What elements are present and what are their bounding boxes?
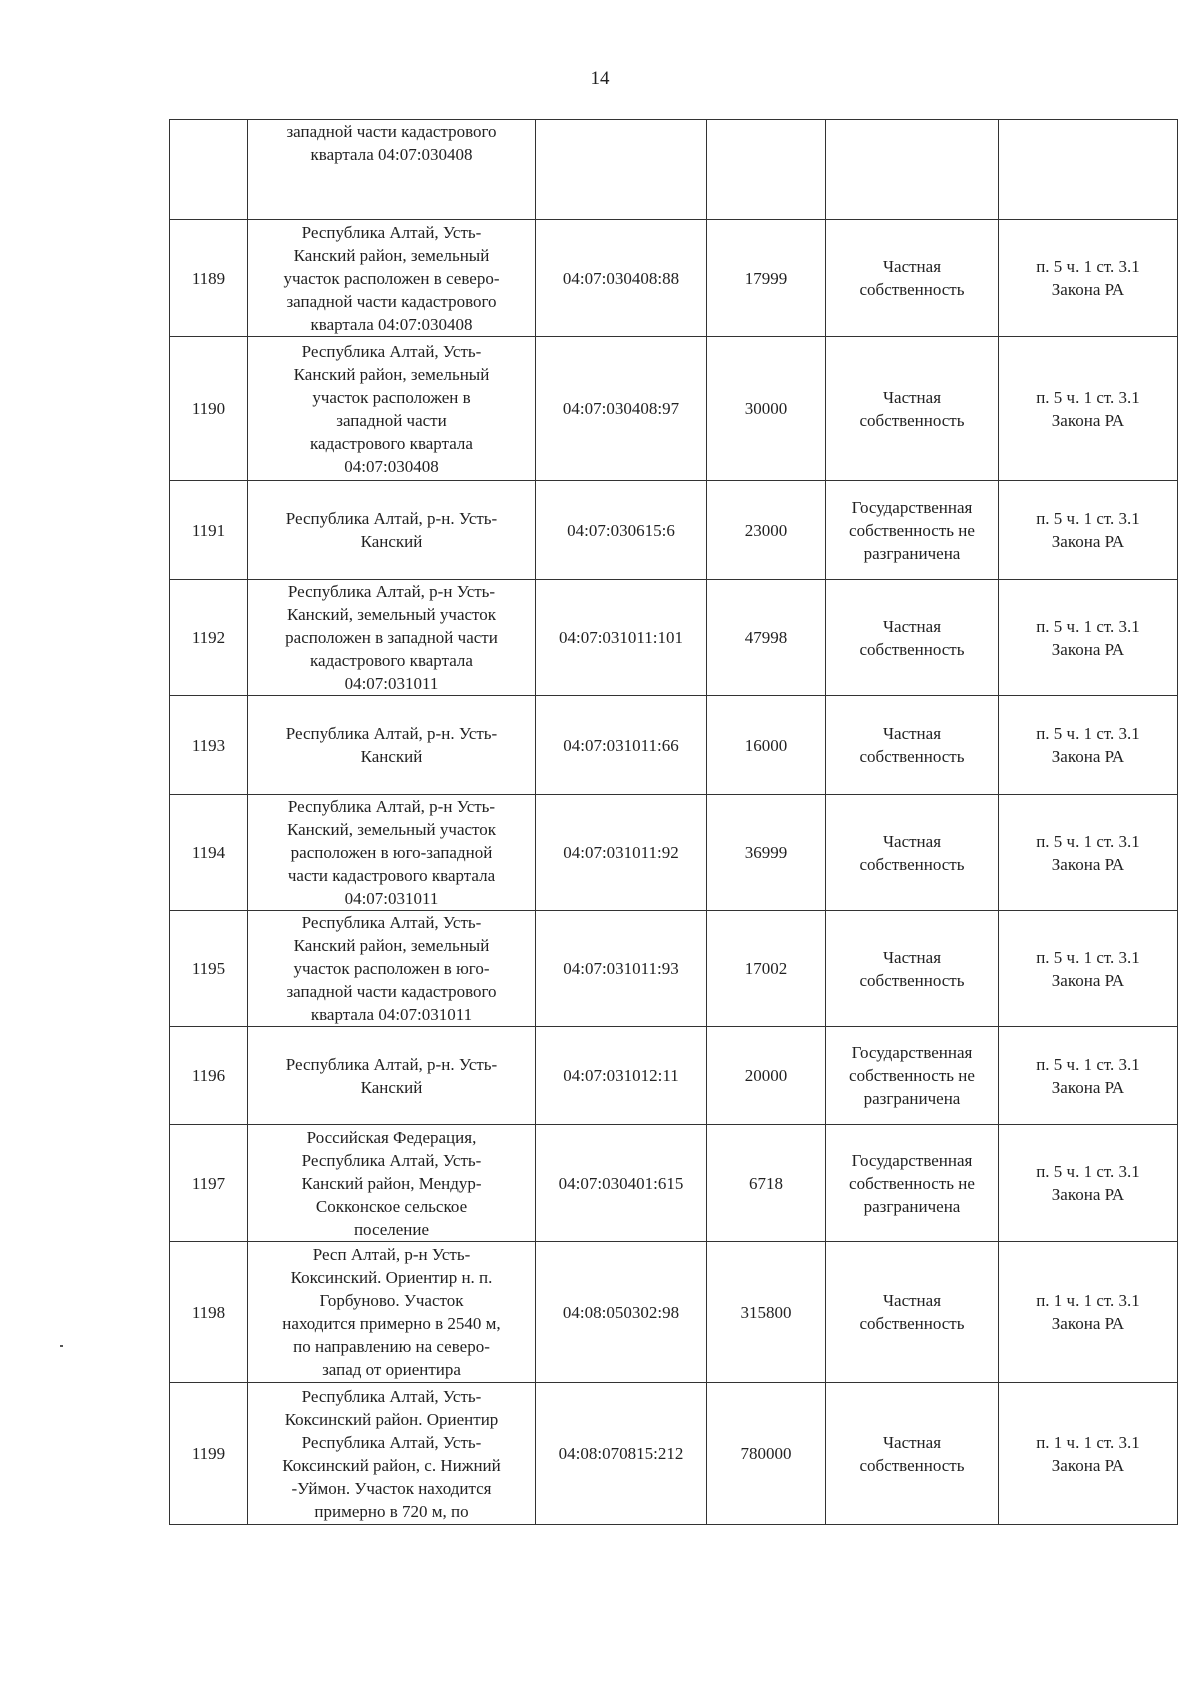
address-cell [248,337,536,481]
address-cell [248,580,536,696]
row-number [170,696,248,795]
row-number [170,1242,248,1383]
legal-basis-text: п. 1 ч. 1 ст. 3.1 Закона РА [1036,1291,1140,1333]
row-number-text: 1195 [191,959,226,978]
cadastral-number-text: 04:07:031011:101 [558,628,684,647]
cadastral-number-text: 04:07:031011:66 [563,735,679,755]
legal-basis-text: п. 5 ч. 1 ст. 3.1 Закона РА [1036,947,1140,990]
area-value-text: 6718 [749,1173,783,1193]
area-value [707,911,826,1027]
ownership-type [826,795,999,911]
legal-basis-text: п. 5 ч. 1 ст. 3.1 Закона РА [1036,1162,1140,1204]
ownership-type-text: Частная собственность [859,724,965,766]
table-row [170,1242,1178,1383]
legal-basis-text: п. 5 ч. 1 ст. 3.1 Закона РА [1036,387,1140,430]
row-number [170,220,248,337]
ownership-type [826,481,999,580]
cadastral-number [536,911,707,1027]
address-cell-text: Респ Алтай, р-н Усть- Коксинский. Ориентир н. п. Горбуново. Участок находится примерно в 2540 м, по направлению на северо- запад от ориентира [282,1245,501,1379]
ownership-type [826,696,999,795]
land-registry-table [169,119,1178,1525]
ownership-type [826,1027,999,1125]
ownership-type [826,220,999,337]
cadastral-number-text: 04:07:030408:97 [562,399,680,418]
cadastral-number [536,481,707,580]
cadastral-number [536,795,707,911]
address-cell-text: Республика Алтай, Усть- Канский район, земельный участок расположен в юго- западной части кадастрового квартала 04:07:031011 [286,913,497,1024]
row-number [170,1125,248,1242]
area-value [707,696,826,795]
ownership-type-text: Государственная собственность не разграничена [849,497,975,563]
row-number-text: 1191 [191,520,226,540]
row-number [170,337,248,481]
legal-basis-text: п. 5 ч. 1 ст. 3.1 Закона РА [1036,724,1140,766]
cadastral-number-text: 04:07:031012:11 [563,1066,679,1085]
cadastral-number [536,1242,707,1383]
row-number-text: 1198 [191,1302,226,1322]
row-number-text: 1193 [191,735,226,755]
legal-basis [999,337,1178,481]
legal-basis-text: п. 5 ч. 1 ст. 3.1 Закона РА [1036,1054,1140,1097]
cadastral-number-text: 04:08:070815:212 [558,1444,684,1463]
legal-basis [999,795,1178,911]
row-number-text: 1190 [191,399,226,418]
row-number [170,481,248,580]
row-number [170,795,248,911]
ownership-type-text: Частная собственность [859,831,965,874]
legal-basis-text: п. 1 ч. 1 ст. 3.1 Закона РА [1036,1432,1140,1475]
legal-basis-text: п. 5 ч. 1 ст. 3.1 Закона РА [1036,509,1140,551]
row-number-text: 1192 [191,628,226,647]
page-number: 14 [590,68,610,89]
address-cell-text: Республика Алтай, р-н Усть- Канский, земельный участок расположен в западной части кадастрового квартала 04:07:031011 [285,582,498,693]
cadastral-number [536,1125,707,1242]
ownership-type-text: Частная собственность [859,947,965,990]
legal-basis [999,696,1178,795]
cadastral-number [536,1383,707,1525]
area-value-text: 20000 [744,1066,788,1085]
area-value [707,795,826,911]
area-value-text: 16000 [744,735,788,755]
ownership-type-text: Частная собственность [859,257,965,299]
address-cell-text: Республика Алтай, р-н. Усть- Канский [285,509,498,551]
address-cell [248,911,536,1027]
table-row [170,795,1178,911]
row-number-text: 1189 [191,268,226,288]
row-number [170,911,248,1027]
cadastral-number-text: 04:07:030615:6 [567,520,675,540]
legal-basis [999,1027,1178,1125]
ownership-type [826,911,999,1027]
legal-basis [999,1242,1178,1383]
cadastral-number [536,696,707,795]
legal-basis-text: п. 5 ч. 1 ст. 3.1 Закона РА [1036,257,1140,299]
ownership-type-text: Частная собственность [859,387,965,430]
table-row [170,120,1178,220]
legal-basis [999,911,1178,1027]
ownership-type-text: Частная собственность [859,616,965,659]
area-value-text: 30000 [744,399,788,418]
legal-basis [999,120,1178,220]
ownership-type [826,1125,999,1242]
legal-basis-text: п. 5 ч. 1 ст. 3.1 Закона РА [1036,831,1140,874]
area-value [707,580,826,696]
ownership-type [826,1383,999,1525]
cadastral-number [536,1027,707,1125]
area-value [707,1125,826,1242]
table-row [170,1383,1178,1525]
legal-basis-text: п. 5 ч. 1 ст. 3.1 Закона РА [1036,616,1140,659]
address-cell [248,795,536,911]
cadastral-number [536,120,707,220]
address-cell-text: Республика Алтай, р-н. Усть- Канский [285,1054,498,1097]
legal-basis [999,1383,1178,1525]
ownership-type-text: Государственная собственность не разграничена [849,1150,975,1216]
legal-basis [999,481,1178,580]
address-cell [248,1242,536,1383]
cadastral-number [536,220,707,337]
address-cell [248,481,536,580]
area-value-text: 23000 [744,520,788,540]
table-row [170,481,1178,580]
ownership-type-text: Частная собственность [859,1432,965,1475]
address-cell-text: Республика Алтай, Усть- Канский район, земельный участок расположен в западной части кадастрового квартала 04:07:030408 [293,341,490,476]
area-value-text: 315800 [740,1302,792,1322]
cadastral-number [536,580,707,696]
address-cell-text: Российская Федерация, Республика Алтай, Усть- Канский район, Мендур- Сокконское сельское поселение [301,1127,482,1239]
legal-basis [999,580,1178,696]
address-cell-text: Республика Алтай, Усть- Канский район, земельный участок расположен в северо- западной части кадастрового квартала 04:07:030408 [283,222,500,334]
table-row [170,1125,1178,1242]
area-value [707,481,826,580]
address-cell [248,120,536,220]
cadastral-number-text: 04:07:030401:615 [558,1173,684,1193]
table-row [170,337,1178,481]
area-value-text: 780000 [740,1444,792,1463]
ownership-type-text: Частная собственность [859,1291,965,1333]
row-number [170,1383,248,1525]
address-cell [248,1383,536,1525]
ownership-type [826,120,999,220]
area-value [707,1383,826,1525]
address-cell-text: Республика Алтай, р-н. Усть- Канский [285,724,498,766]
area-value [707,1027,826,1125]
cadastral-number-text: 04:08:050302:98 [562,1302,680,1322]
ownership-type [826,580,999,696]
address-cell [248,220,536,337]
row-number-text: 1199 [191,1444,226,1463]
cadastral-number-text: 04:07:031011:93 [563,959,679,978]
row-number [170,580,248,696]
area-value [707,1242,826,1383]
area-value-text: 36999 [744,843,788,862]
area-value-text: 17002 [744,959,788,978]
table-row [170,220,1178,337]
address-cell [248,696,536,795]
table-row [170,911,1178,1027]
cadastral-number [536,337,707,481]
ownership-type-text: Государственная собственность не разграничена [849,1043,975,1108]
address-cell-text: Республика Алтай, Усть- Коксинский район. Ориентир Республика Алтай, Усть- Коксинский район, с. Нижний -Уймон. Участок находится примерно в 720 м, по [282,1386,501,1521]
area-value [707,220,826,337]
address-cell-text: западной части кадастрового квартала 04:07:030408 [286,122,497,164]
ownership-type [826,337,999,481]
legal-basis [999,220,1178,337]
scan-artifact [60,1345,63,1347]
address-cell [248,1027,536,1125]
area-value-text: 47998 [744,628,788,647]
cadastral-number-text: 04:07:030408:88 [562,268,680,288]
area-value [707,337,826,481]
row-number-text: 1196 [191,1066,226,1085]
legal-basis [999,1125,1178,1242]
registry-body [170,120,1178,1525]
table-row [170,580,1178,696]
area-value-text: 17999 [744,268,788,288]
area-value [707,120,826,220]
row-number-text: 1197 [191,1173,226,1193]
row-number [170,120,248,220]
cadastral-number-text: 04:07:031011:92 [563,843,679,862]
row-number-text: 1194 [191,843,226,862]
table-row [170,1027,1178,1125]
address-cell [248,1125,536,1242]
row-number [170,1027,248,1125]
ownership-type [826,1242,999,1383]
table-row [170,696,1178,795]
address-cell-text: Республика Алтай, р-н Усть- Канский, земельный участок расположен в юго-западной части кадастрового квартала 04:07:031011 [286,797,497,908]
